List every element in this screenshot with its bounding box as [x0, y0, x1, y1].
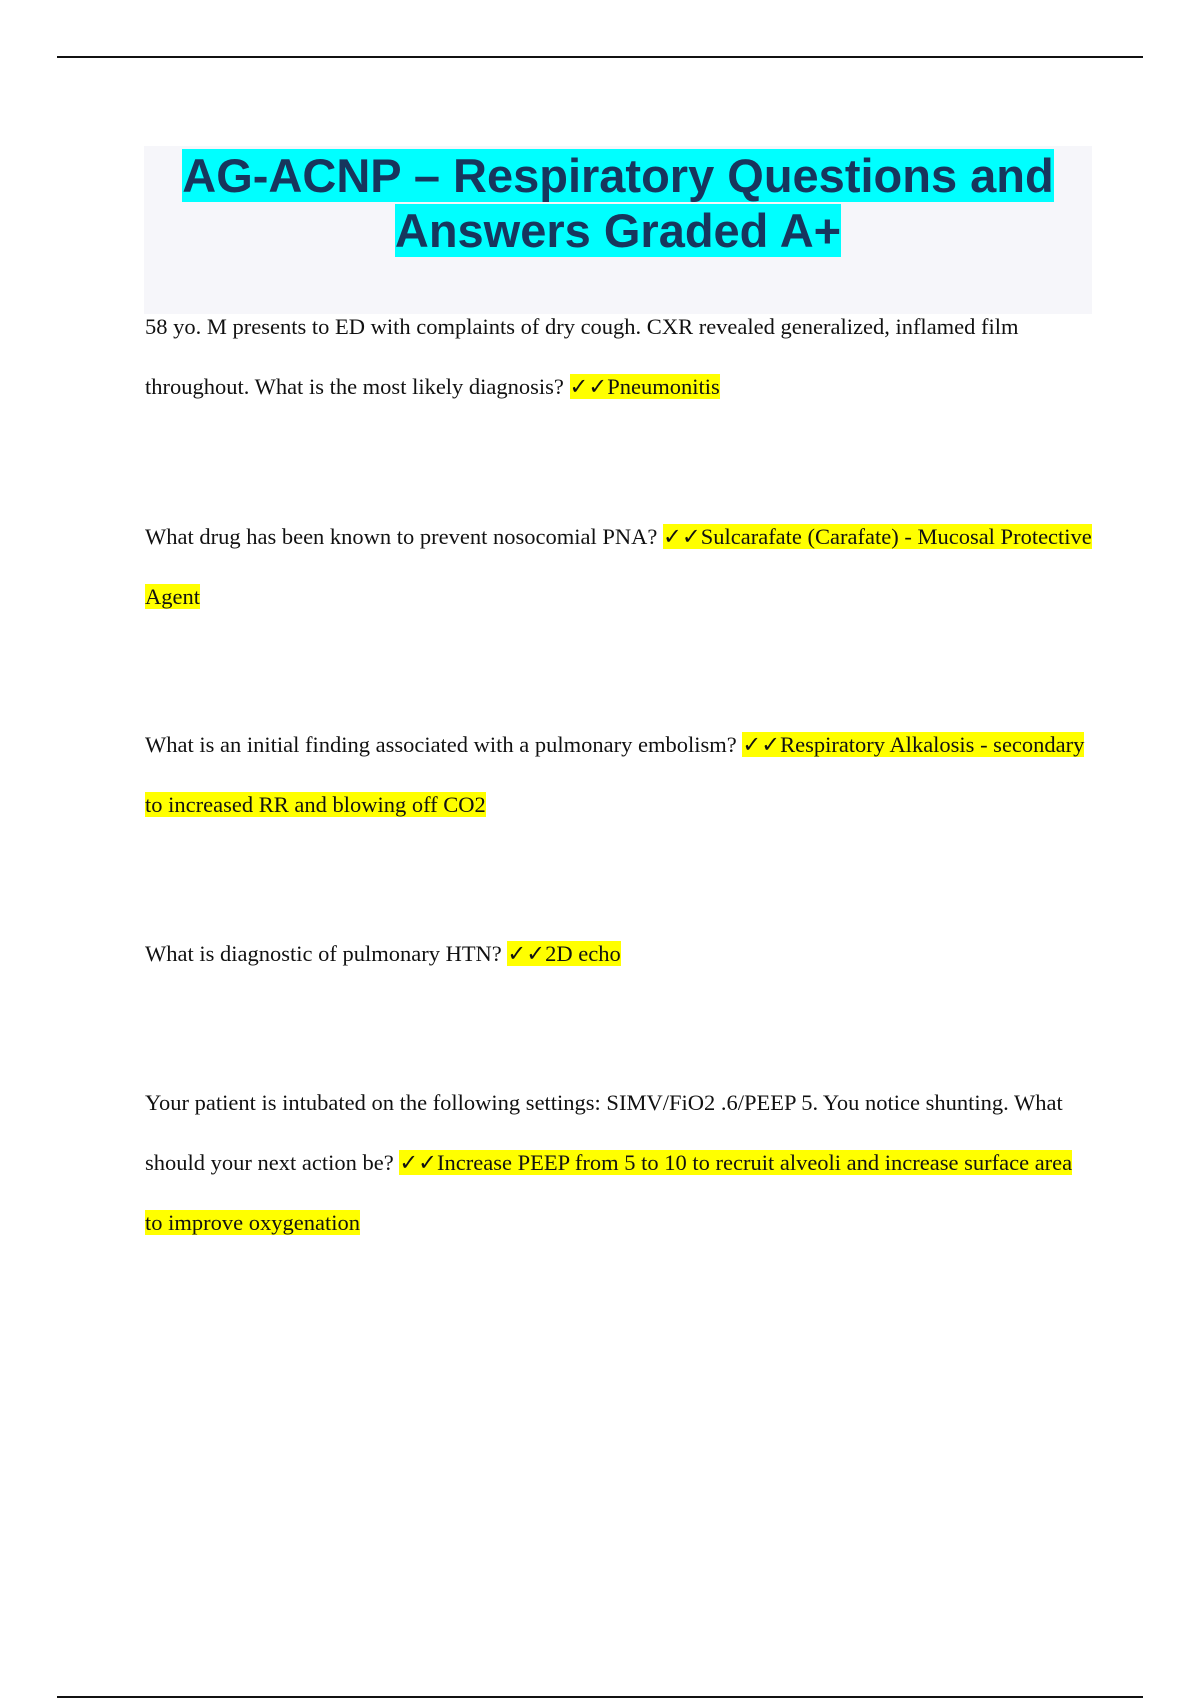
answer-text: ✓✓Increase PEEP from 5 to 10 to recruit alveoli and increase surface area to improve oxygenation — [145, 1150, 1073, 1235]
footer-rule — [57, 1696, 1143, 1698]
question-text: What is diagnostic of pulmonary HTN? — [145, 941, 508, 966]
qa-item — [145, 1073, 1095, 1253]
answer-text: ✓✓Pneumonitis — [569, 374, 720, 399]
answer-text: ✓✓2D echo — [507, 941, 621, 966]
qa-item — [145, 297, 1095, 417]
document-title — [144, 146, 1092, 258]
question-text: Your patient is intubated on the following settings: SIMV/FiO2 .6/PEEP 5. You notice shunting. What should your next action be? — [145, 1090, 1063, 1175]
qa-item — [145, 924, 1095, 984]
answer-text: ✓✓Sulcarafate (Carafate) - Mucosal Protective Agent — [145, 524, 1092, 609]
question-text: 58 yo. M presents to ED with complaints of dry cough. CXR revealed generalized, inflamed film throughout. What is the most likely diagnosis? — [145, 314, 1019, 399]
qa-item — [145, 715, 1095, 835]
question-text: What is an initial finding associated with a pulmonary embolism? — [145, 732, 743, 757]
answer-text: ✓✓Respiratory Alkalosis - secondary to increased RR and blowing off CO2 — [145, 732, 1085, 817]
header-rule — [57, 56, 1143, 58]
title-box — [144, 146, 1092, 314]
qa-item — [145, 507, 1095, 627]
question-text: What drug has been known to prevent nosocomial PNA? — [145, 524, 664, 549]
title-highlight: AG-ACNP – Respiratory Questions and Answers Graded A+ — [182, 149, 1054, 257]
